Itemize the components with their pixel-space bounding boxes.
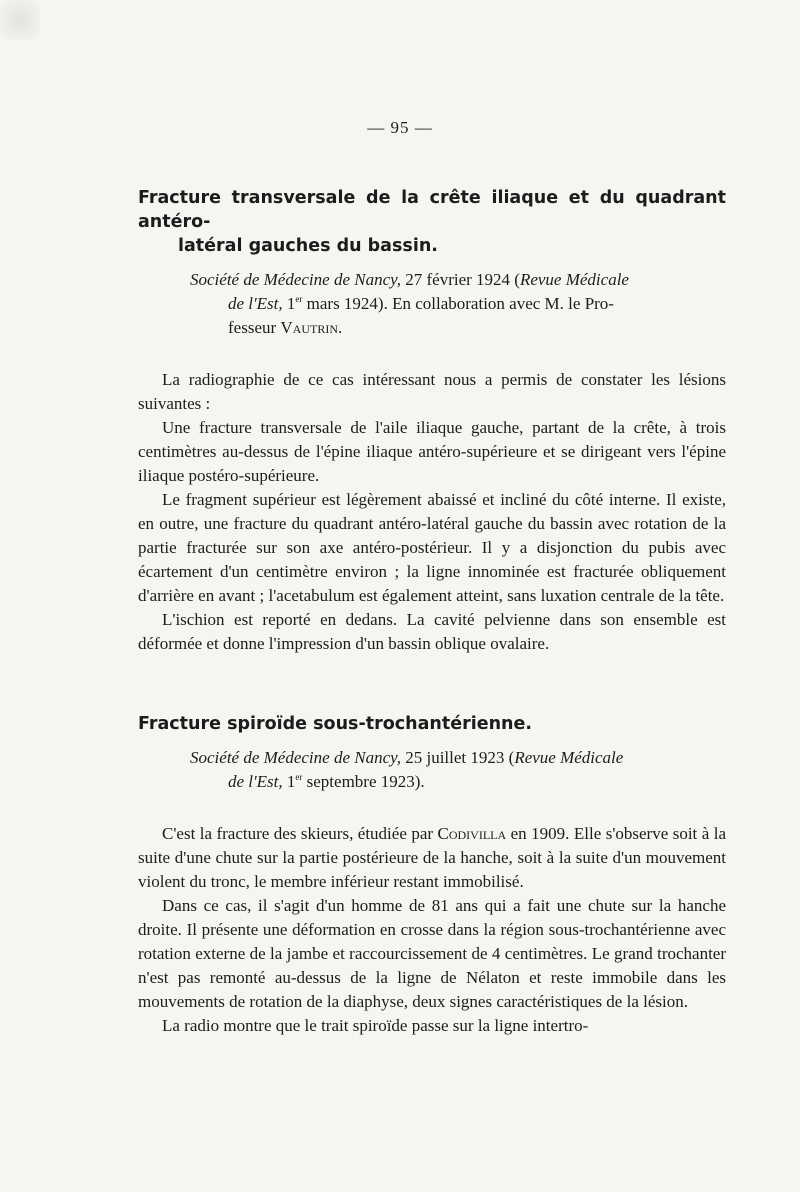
article-title: Fracture spiroïde sous-trochantérienne. [138, 714, 533, 734]
title-line-2: latéral gauches du bassin. [178, 236, 438, 256]
journal-name: Revue Médicale [514, 748, 624, 767]
paragraph: Une fracture transversale de l'aile iliaque gauche, partant de la crête, à trois centimètres au-dessus de l'épine iliaque antéro-supérieure et se dirigeant vers l'épine iliaque postéro-supérieure. [138, 418, 726, 485]
issue-rest: septembre 1923). [306, 772, 425, 791]
journal-name-cont: de l'Est, [228, 294, 283, 313]
journal-name: Revue Médicale [519, 270, 629, 289]
issue-rest: mars 1924). En collaboration avec M. le Pro- [306, 294, 614, 313]
issue-number: 1 [286, 772, 296, 791]
page-number: — 95 — [367, 118, 433, 137]
article-spiroid-fracture [138, 712, 726, 1038]
article-body [138, 822, 726, 1038]
source-line-2 [190, 292, 726, 316]
paragraph: Le fragment supérieur est légèrement abaissé et incliné du côté interne. Il existe, en outre, une fracture du quadrant antéro-latéral gauche du bassin avec rotation de la partie fracturée sur son axe antéro-postérieur. Il y a disjonction du pubis avec écartement d'un centimètre environ ; la ligne innominée est fracturée obliquement d'arrière en avant ; l'acetabulum est également atteint, sans luxation centrale de la tête. [138, 490, 726, 605]
collaborator-name: Vautrin. [280, 318, 343, 337]
paragraph: La radiographie de ce cas intéressant nous a permis de constater les lésions suivantes : [138, 370, 726, 413]
source-date: 27 février 1924 ( [405, 270, 520, 289]
source-line-2 [190, 770, 726, 794]
article-source [190, 268, 726, 340]
paragraph-text: C'est la fracture des skieurs, étudiée par [162, 824, 434, 843]
paragraph: L'ischion est reporté en dedans. La cavité pelvienne dans son ensemble est déformée et donne l'impression d'un bassin oblique ovalaire. [138, 610, 726, 653]
source-date: 25 juillet 1923 ( [405, 748, 515, 767]
journal-name-cont: de l'Est, [228, 772, 283, 791]
article-body [138, 368, 726, 656]
paragraph-text: en 1909. Elle s'observe soit à la suite d'une chute sur la partie postérieure de la hanche, soit à la suite d'un mouvement violent du tronc, le membre inférieur restant immobilisé. [138, 824, 727, 891]
article-title [138, 186, 726, 258]
article-iliac-fracture [138, 186, 726, 656]
source-line-3 [190, 316, 726, 340]
paragraph: Dans ce cas, il s'agit d'un homme de 81 ans qui a fait une chute sur la hanche droite. Il présente une déformation en crosse dans la région sous-trochantérienne avec rotation externe de la jambe et raccourcissement de 4 centimètres. Le grand trochanter n'est pas remonté au-dessus de la ligne de Nélaton et reste immobile dans les mouvements de rotation de la diaphyse, deux signes caractéristiques de la lésion. [138, 896, 726, 1011]
society-name: Société de Médecine de Nancy, [190, 748, 401, 767]
article-source [190, 746, 726, 794]
collaboration-prefix: fesseur [228, 318, 277, 337]
author-name: Codivilla [437, 824, 507, 843]
issue-superscript: er [295, 772, 303, 782]
issue-number: 1 [286, 294, 296, 313]
scan-smudge [0, 0, 40, 40]
paragraph [138, 822, 726, 894]
society-name: Société de Médecine de Nancy, [190, 270, 401, 289]
issue-superscript: er [295, 294, 303, 304]
paragraph: La radio montre que le trait spiroïde passe sur la ligne intertro- [162, 1016, 589, 1035]
title-line-1: Fracture transversale de la crête iliaque et du quadrant antéro- [138, 188, 726, 232]
